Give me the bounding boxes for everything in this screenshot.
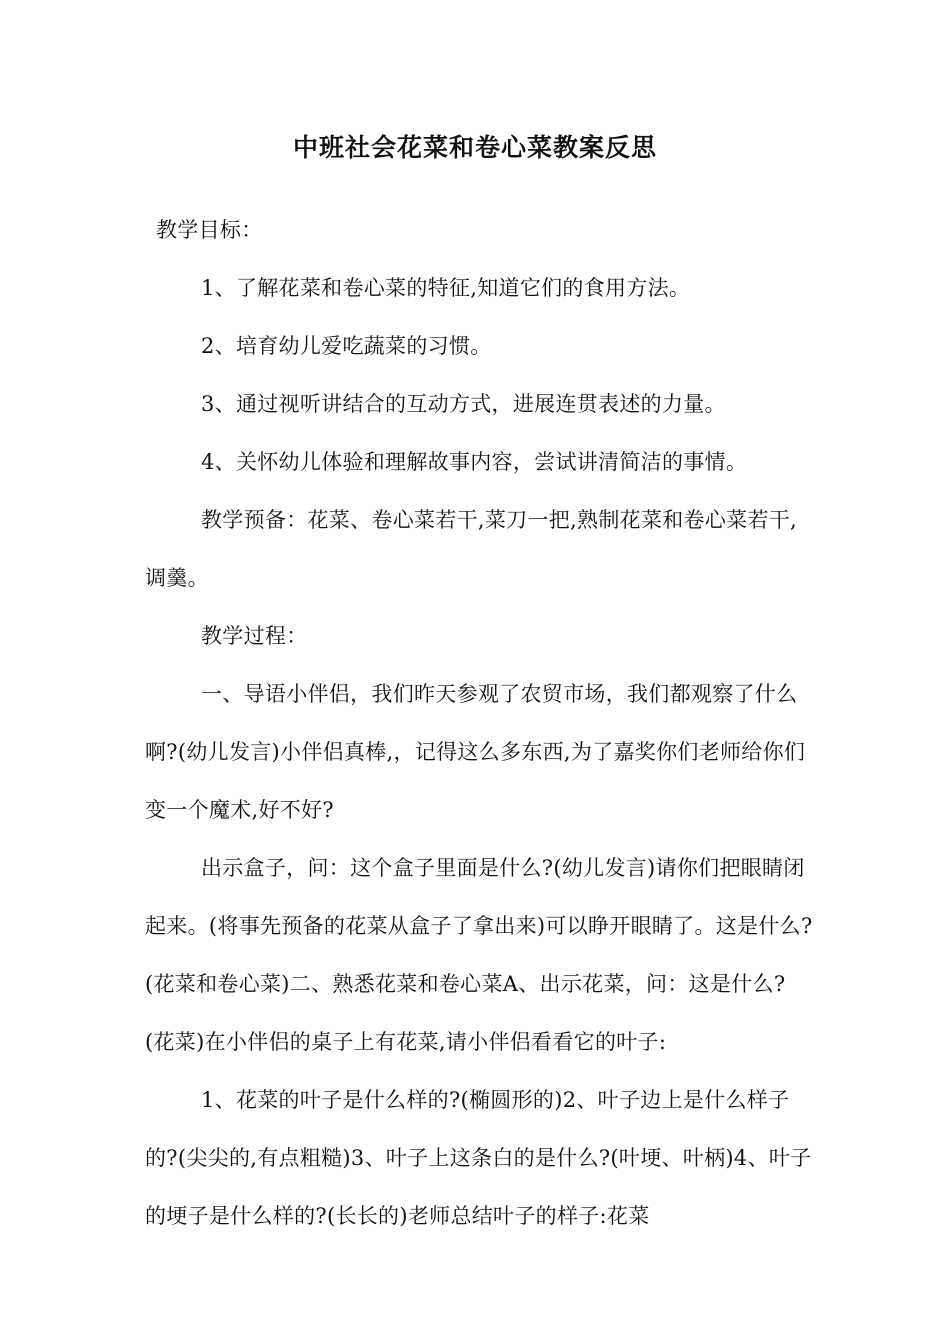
preparation-paragraph: 教学预备：花菜、卷心菜若干,菜刀一把,熟制花菜和卷心菜若干,调羹。 bbox=[145, 508, 798, 590]
document-title: 中班社会花菜和卷心菜教案反思 bbox=[292, 133, 657, 162]
section-heading-process: 教学过程： bbox=[201, 624, 308, 648]
process-paragraph-box: 出示盒子，问：这个盒子里面是什么?(幼儿发言)请你们把眼睛闭起来。(将事先预备的花菜从盒子了拿出来)可以睁开眼睛了。这是什么?(花菜和卷心菜)二、熟悉花菜和卷心菜A、出示花菜，问：这是什么?(花菜)在小伴侣的桌子上有花菜,请小伴侣看看它的叶子: bbox=[145, 856, 813, 1054]
process-paragraph-intro: 一、导语小伴侣，我们昨天参观了农贸市场，我们都观察了什么啊?(幼儿发言)小伴侣真棒,，记得这么多东西,为了嘉奖你们老师给你们变一个魔术,好不好? bbox=[145, 682, 806, 822]
objective-item-2: 2、培育幼儿爱吃蔬菜的习惯。 bbox=[201, 334, 492, 358]
objective-item-1: 1、了解花菜和卷心菜的特征,知道它们的食用方法。 bbox=[201, 276, 691, 300]
section-heading-objectives: 教学目标： bbox=[156, 218, 263, 242]
document-body bbox=[145, 201, 815, 1245]
objective-item-4: 4、关怀幼儿体验和理解故事内容，尝试讲清简洁的事情。 bbox=[201, 450, 748, 474]
objective-item-3: 3、通过视听讲结合的互动方式，进展连贯表述的力量。 bbox=[201, 392, 726, 416]
process-paragraph-leaves: 1、花菜的叶子是什么样的?(椭圆形的)2、叶子边上是什么样子的?(尖尖的,有点粗糙)3、叶子上这条白的是什么?(叶埂、叶柄)4、叶子的埂子是什么样的?(长长的)老师总结叶子的样子:花菜 bbox=[145, 1088, 812, 1228]
